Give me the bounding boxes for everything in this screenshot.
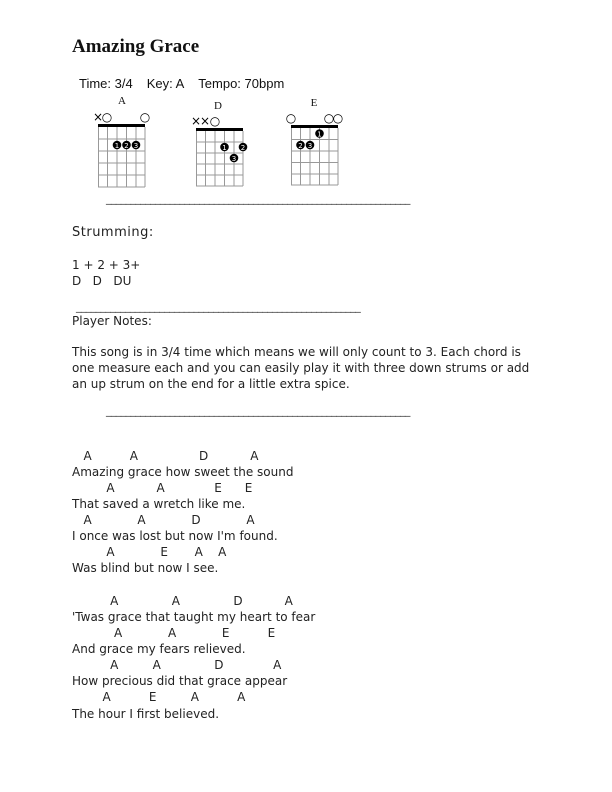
finger-number: 3 <box>231 155 237 163</box>
lyric-line: Amazing grace how sweet the sound <box>72 465 294 479</box>
lyric-line: 'Twas grace that taught my heart to fear <box>72 610 316 624</box>
player-notes-heading: Player Notes: <box>72 314 152 328</box>
chord-line: A E A A <box>72 545 227 559</box>
finger-number: 1 <box>222 144 227 152</box>
string-marker: ○ <box>101 110 113 124</box>
finger-number: 1 <box>317 130 322 139</box>
chord-name-d: D <box>214 100 222 112</box>
string-marker: ○ <box>285 111 297 125</box>
string-marker: × <box>199 114 211 128</box>
chord-name-a: A <box>118 95 126 107</box>
song-meta <box>72 61 298 91</box>
strumming-heading: Strumming: <box>72 225 154 240</box>
song-tempo: Tempo: 70bpm <box>198 76 285 91</box>
chord-diagram-d <box>190 114 250 194</box>
divider-line: ______________________________________________________________ <box>106 192 410 205</box>
lyric-line: I once was lost but now I'm found. <box>72 529 278 543</box>
lyric-line: And grace my fears relieved. <box>72 642 246 656</box>
chord-name-e: E <box>310 97 318 109</box>
finger-number: 3 <box>133 142 139 150</box>
chord-diagram-e <box>285 111 345 191</box>
chord-line: A A D A <box>72 513 255 527</box>
strum-pattern: D D DU <box>72 274 132 288</box>
song-title: Amazing Grace <box>72 36 200 57</box>
string-marker: × <box>190 114 202 128</box>
string-marker: × <box>92 110 104 124</box>
divider-line: ______________________________________________________________ <box>106 404 410 417</box>
finger-number: 2 <box>124 142 129 150</box>
chord-line: A A E E <box>72 481 253 495</box>
finger-number: 1 <box>114 142 120 150</box>
string-marker: ○ <box>209 114 221 128</box>
song-key: Key: A <box>146 76 185 91</box>
chord-diagram-a <box>92 110 152 190</box>
finger-number: 2 <box>298 142 303 150</box>
lyric-line: The hour I first believed. <box>72 707 220 721</box>
player-notes-text: This song is in 3/4 time which means we will only count to 3. Each chord is one measure each and you can easily play it with three down strums or add an up strum on the end for a little extra spice. <box>72 345 530 391</box>
string-marker: ○ <box>139 110 151 124</box>
divider-line: __________________________________________________________ <box>76 300 361 313</box>
string-marker: ○ <box>332 111 344 125</box>
lyric-line: That saved a wretch like me. <box>72 497 246 511</box>
string-marker: ○ <box>323 111 335 125</box>
finger-number: 3 <box>307 142 313 150</box>
time-signature: Time: 3/4 <box>79 76 133 91</box>
lyric-line: How precious did that grace appear <box>72 674 288 688</box>
finger-number: 2 <box>240 144 246 152</box>
chord-line: A E A A <box>72 690 246 704</box>
chord-line: A A D A <box>72 594 293 608</box>
strum-count: 1 + 2 + 3+ <box>72 258 141 272</box>
chord-line: A A E E <box>72 626 276 640</box>
chord-line: A A D A <box>72 449 259 463</box>
lyric-line: Was blind but now I see. <box>72 561 219 575</box>
chord-line: A A D A <box>72 658 282 672</box>
